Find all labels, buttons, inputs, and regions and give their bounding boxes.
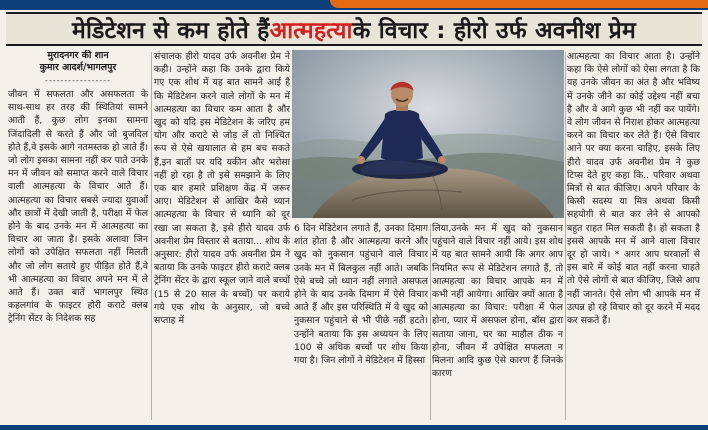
headline: [6, 12, 702, 46]
top-accent-band: [330, 0, 708, 8]
headline-part-2: के विचार : हीरो उर्फ अवनीश प्रेम: [352, 18, 636, 44]
article-column-2: [154, 50, 290, 422]
byline: [8, 50, 148, 74]
column-5-text: आत्महत्या का विचार आता है। उन्होंने कहा कि ऐसे लोगों को ऐसा लगता है कि यह उनके जीवन का अंत है और भविष्य में उनके जीने का कोई उद्देश्य नहीं बचा है और वे आगे कुछ भी नहीं कर पायेंगे। वे लोग जीवन से निराश होकर आत्महत्या करने का विचार कर लेते हैं। ऐसे विचार आने पर क्या करना चाहिए, इसके लिए हीरो यादव उर्फ अवनीश प्रेम ने कुछ टिप्स देते हुए कहा कि.. परिवार अथवा मित्रों से बात कीजिए। अपने परिवार के किसी सदस्य या मित्र अथवा किसी सहयोगी से बात कर लेने से आपको बहुत राहत मिल सकती है। हो सकता है इससे आपके मन में आने वाला विचार दूर हो जाये। * अगर आप घरवालों से इस बारे में कोई बात नहीं करना चाहते तो ऐसे लोगों से बात कीजिए, जिसे आप नहीं जानते। ऐसे लोग भी आपके मन में उत्पन्न हो रहे विचार को दूर करने में मदद कर सकते हैं।: [567, 51, 700, 327]
column-divider: [151, 52, 152, 420]
column-1-text: जीवन में सफलता और असफलता के साथ-साथ हर तरह की स्थितियां सामने आती हैं, कुछ लोग इनका सामना जिंदादिली से करते हैं और जो बुजदिल होते हैं,वे इसके आगे नतमस्तक हो जाते हैं। जो लोग इसका सामना नहीं कर पाते उनके मन में जीवन को समाप्त करने वाले विचार वाली आत्महत्या के विचार आते हैं। आत्महत्या का विचार सबसे ज्यादा युवाओं और छात्रों में देखी जाती है, परीक्षा में फेल होने के बाद उनके मन में आत्महत्या का विचार आ जाता है। इसके अलावा जिन लोगों को उपेक्षित सफलता नहीं मिलती और जो लोग सताये हुए पीड़ित होते हैं,वे भी आत्महत्या का विचार अपने मन में ले आते हैं। उक्त बातें भागलपुर स्थित कहलगांव के फाइटर होरी कराटे क्लब ट्रेनिंग सेंटर के निदेशक सह: [8, 89, 148, 325]
headline-highlight: आत्महत्या: [269, 18, 353, 44]
article-column-3: [294, 222, 428, 422]
bottom-color-band: [0, 425, 708, 430]
column-2-text: संचालक हीरो यादव उर्फ अवनीश प्रेम ने कही। उन्होंने कहा कि उनके द्वारा किये गए एक शोध में यह बात सामने आई है कि मेडिटेशन करने वाले लोगों के मन में आत्महत्या का विचार कम आता है और खुद को यदि इस मेडिटेशन के जरिए हम योग और कराटे से जोड़ लें तो निश्चित रूप से ऐसे खयालात से हम बच सकते हैं,इन बातों पर यदि यकीन और भरोसा नहीं हो रहा है तो इसे समझाने के लिए एक बार हमारे प्रशिक्षण केंद्र में जरूर आए। मेडिटेशन से आखिर कैसे ध्यान आत्महत्या के विचार से ध्यानि को दूर रखा जा सकता है, इसे हीरो यादव उर्फ अवनीश प्रेम विस्तार से बताया... शोध के अनुसार: हीरो यादव उर्फ अवनीश प्रेम ने बताया कि उनके फाइटर हीरो कराटे क्लब ट्रेनिंग सेंटर के द्वारा स्कूल जाने वाले बच्चों (15 से 20 साल के बच्चों) पर कराये गये एक शोध के अनुसार, जो बच्चे सप्ताह में: [154, 51, 290, 327]
byline-line-1: मुरादनगर की शान: [47, 50, 109, 61]
meditation-photo-drawing: [292, 50, 564, 218]
article-column-4: [432, 222, 563, 422]
byline-line-2: कुमार आदर्श/भागलपुर: [39, 62, 117, 73]
column-3-text: 6 दिन मेडिटेशन लगाते हैं, उनका दिमाग शांत होता है और आत्महत्या करने और खुद को नुकसान पहुंचाने वाले विचार उनके मन में बिलकुल नहीं आते। जबकि ऐसे बच्चे जो ध्यान नहीं लगाते असफल होने के बाद उनके दिमाग में ऐसे विचार आते हैं और इस परिस्थिति में वे खुद को नुकसान पहुंचाने से भी पीछे नहीं हटते। उन्होंने बताया कि इस अध्ययन के लिए 100 से अधिक बच्चों पर शोध किया गया है। जिन लोगों ने मेडिटेशन में हिस्सा: [294, 223, 428, 367]
headline-part-1: मेडिटेशन से कम होते हैं: [72, 18, 270, 44]
column-divider: [430, 224, 431, 420]
column-4-text: लिया,उनके मन में खुद को नुकसान पहुंचाने वाले विचार नहीं आये। इस शोध में यह बात सामने आयी कि अगर आप नियमित रूप से मेडिटेशन लगाते हैं, तो आत्महत्या का विचार आपके मन में कभी नहीं आयेगा। आखिर क्यों आता है आत्महत्या का विचार: परीक्षा में फेल होना, प्यार में असफल होना, बॉस द्वारा सताया जाना, घर का माहौल ठीक न होना, जीवन में उपेक्षित सफलता न मिलना आदि कुछ ऐसे कारण हैं जिनके कारण: [432, 223, 563, 380]
meditation-photo: [292, 50, 564, 218]
column-divider: [565, 52, 566, 420]
byline-rule: -----------------: [44, 76, 112, 85]
article-column-1: [8, 50, 148, 422]
article-column-5: [567, 50, 700, 422]
